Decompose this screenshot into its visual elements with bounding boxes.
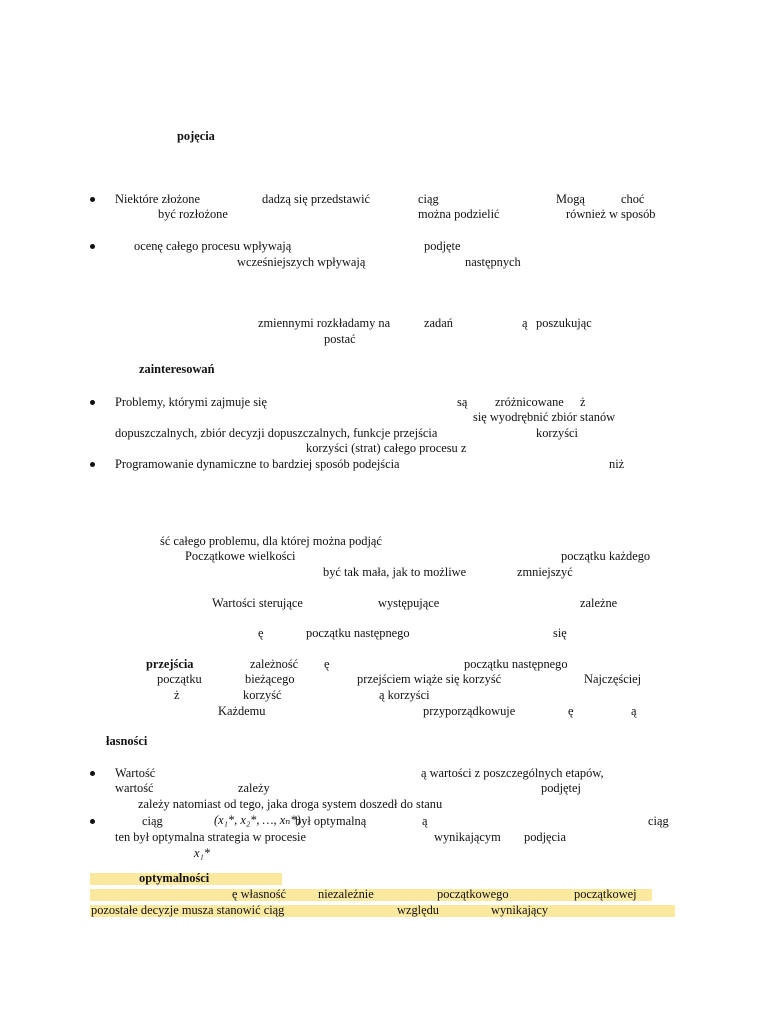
p5-text: ę <box>324 657 330 671</box>
b2-text: ocenę całego procesu wpływają <box>134 239 292 253</box>
b4-text: niż <box>609 457 625 471</box>
p5-text: ą korzyści <box>379 688 430 702</box>
b1-text: dadzą się przedstawić <box>262 192 371 206</box>
p1-text: poszukując <box>536 316 592 330</box>
b5-text: podjętej <box>541 781 581 795</box>
section-heading-interests: zainteresowań <box>139 362 215 376</box>
p5-text: początku <box>157 672 202 686</box>
bullet-icon <box>90 819 95 824</box>
p1-text: zadań <box>424 316 453 330</box>
b1-text: ciąg <box>418 192 439 206</box>
p1-text: ą <box>522 316 528 330</box>
b3-text: korzyści <box>536 426 578 440</box>
p5-text: korzyść <box>243 688 282 702</box>
b1-text: również w sposób <box>566 207 656 221</box>
p4-text: ę <box>258 626 264 640</box>
p5-text: ż <box>174 688 180 702</box>
first-decision-formula: x₁* <box>194 846 211 860</box>
b1-text: być rozłożone <box>158 207 228 221</box>
b6-text: był optymalną <box>295 814 367 828</box>
section-heading-optimality: optymalności <box>139 871 210 885</box>
b1-text: można podzielić <box>418 207 500 221</box>
p5-text: bieżącego <box>245 672 295 686</box>
bullet-icon <box>90 400 95 405</box>
bullet-icon <box>90 244 95 249</box>
b3-text: zróżnicowane <box>495 395 564 409</box>
b6-text: wynikającym <box>434 830 501 844</box>
p6-text: początkowego <box>437 887 509 901</box>
p2-text: początku każdego <box>561 549 651 563</box>
b1-text: choć <box>621 192 645 206</box>
b6-text: podjęcia <box>524 830 566 844</box>
p6-text: wynikający <box>491 903 549 917</box>
p6-text: pozostałe decyzje musza stanowić ciąg <box>91 903 285 917</box>
bullet-icon <box>90 771 95 776</box>
b6-text: ą <box>422 814 428 828</box>
b3-text: są <box>457 395 468 409</box>
b6-text: ten był optymalna strategia w procesie <box>115 830 306 844</box>
bullet-icon <box>90 462 95 467</box>
b5-text: zależy <box>238 781 270 795</box>
b2-text: podjęte <box>424 239 461 253</box>
p5-text: początku następnego <box>464 657 568 671</box>
p3-text: Wartości sterujące <box>212 596 303 610</box>
b5-text: zależy natomiast od tego, jaka droga system doszedł do stanu <box>138 797 443 811</box>
p5-text: przejściem wiąże się korzyść <box>357 672 502 686</box>
p5-text: Każdemu <box>218 704 266 718</box>
b1-text: Niektóre złożone <box>115 192 200 206</box>
p5-text: Najczęściej <box>584 672 642 686</box>
p4-text: się <box>553 626 567 640</box>
p5-text: zależność <box>250 657 299 671</box>
optimal-sequence-formula: (x₁*, x₂*, …, xₙ*) <box>214 813 301 827</box>
b4-text: Programowanie dynamiczne to bardziej sposób podejścia <box>115 457 400 471</box>
b5-text: wartość <box>115 781 154 795</box>
b6-text: ciąg <box>142 814 163 828</box>
b1-text: Mogą <box>556 192 585 206</box>
b3-text: dopuszczalnych, zbiór decyzji dopuszczalnych, funkcje przejścia <box>115 426 438 440</box>
b3-text: ż <box>580 395 586 409</box>
bullet-icon <box>90 197 95 202</box>
b5-text: Wartość <box>115 766 156 780</box>
b6-text: ciąg <box>648 814 669 828</box>
b5-text: ą wartości z poszczególnych etapów, <box>421 766 604 780</box>
p2-text: ść całego problemu, dla której można podjąć <box>160 534 382 548</box>
p2-text: zmniejszyć <box>517 565 573 579</box>
p3-text: występujące <box>378 596 440 610</box>
p6-text: ę własność <box>232 887 287 901</box>
p5-term: przejścia <box>146 657 194 671</box>
p6-text: względu <box>397 903 439 917</box>
section-heading-concepts: pojęcia <box>177 129 215 143</box>
p2-text: Początkowe wielkości <box>185 549 296 563</box>
b2-text: następnych <box>465 255 521 269</box>
p5-text: ą <box>631 704 637 718</box>
p5-text: przyporządkowuje <box>423 704 516 718</box>
p2-text: być tak mała, jak to możliwe <box>323 565 467 579</box>
p1-text: postać <box>324 332 356 346</box>
p5-text: ę <box>568 704 574 718</box>
p1-text: zmiennymi rozkładamy na <box>258 316 391 330</box>
b3-text: Problemy, którymi zajmuje się <box>115 395 267 409</box>
b3-text: się wyodrębnić zbiór stanów <box>473 410 616 424</box>
section-heading-properties: łasności <box>106 734 148 748</box>
p6-text: niezależnie <box>318 887 374 901</box>
p6-text: początkowej <box>574 887 637 901</box>
b3-text: korzyści (strat) całego procesu z <box>306 441 467 455</box>
b2-text: wcześniejszych wpływają <box>237 255 366 269</box>
p3-text: zależne <box>580 596 618 610</box>
p4-text: początku następnego <box>306 626 410 640</box>
